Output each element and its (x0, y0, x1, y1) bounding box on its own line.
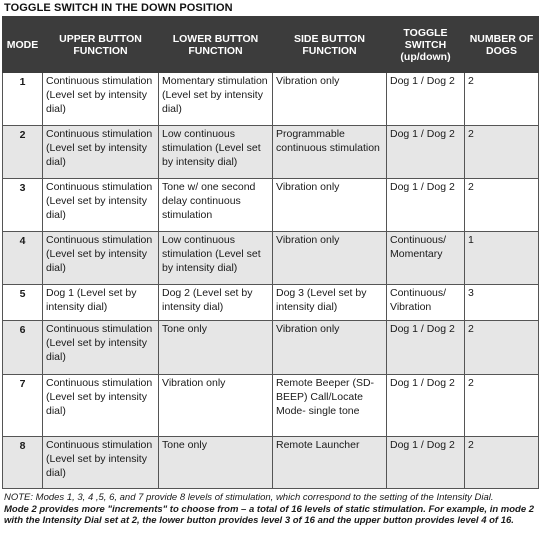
mode-number: 3 (3, 179, 43, 232)
lower-button-cell: Tone w/ one second delay continuous stimulation (159, 179, 273, 232)
mode-number: 7 (3, 375, 43, 437)
side-button-cell: Remote Launcher (273, 437, 387, 489)
mode-number: 6 (3, 321, 43, 375)
table-row (3, 375, 539, 437)
table-row (3, 232, 539, 285)
number-of-dogs-cell: 2 (465, 179, 539, 232)
number-of-dogs-cell: 2 (465, 375, 539, 437)
toggle-switch-cell: Dog 1 / Dog 2 (387, 321, 465, 375)
upper-button-cell: Continuous stimulation (Level set by intensity dial) (43, 179, 159, 232)
upper-button-cell: Continuous stimulation (Level set by intensity dial) (43, 232, 159, 285)
header-mode: MODE (3, 17, 43, 73)
upper-button-cell: Continuous stimulation (Level set by intensity dial) (43, 375, 159, 437)
side-button-cell: Vibration only (273, 73, 387, 126)
lower-button-cell: Low continuous stimulation (Level set by intensity dial) (159, 232, 273, 285)
number-of-dogs-cell: 1 (465, 232, 539, 285)
lower-button-cell: Low continuous stimulation (Level set by intensity dial) (159, 126, 273, 179)
mode-table (2, 16, 539, 489)
mode-number: 5 (3, 285, 43, 321)
mode-number: 1 (3, 73, 43, 126)
table-row (3, 73, 539, 126)
toggle-switch-cell: Continuous/ Momentary (387, 232, 465, 285)
mode-number: 4 (3, 232, 43, 285)
lower-button-cell: Vibration only (159, 375, 273, 437)
footnote-line-1: NOTE: Modes 1, 3, 4 ,5, 6, and 7 provide 8 levels of stimulation, which correspond to the setting of the Intensity Dial. (4, 492, 494, 503)
number-of-dogs-cell: 3 (465, 285, 539, 321)
toggle-switch-cell: Dog 1 / Dog 2 (387, 73, 465, 126)
upper-button-cell: Continuous stimulation (Level set by intensity dial) (43, 73, 159, 126)
header-lower-button: LOWER BUTTON FUNCTION (159, 17, 273, 73)
number-of-dogs-cell: 2 (465, 321, 539, 375)
table-row (3, 285, 539, 321)
header-upper-button: UPPER BUTTON FUNCTION (43, 17, 159, 73)
side-button-cell: Dog 3 (Level set by intensity dial) (273, 285, 387, 321)
header-number-of-dogs: NUMBER OF DOGS (465, 17, 539, 73)
number-of-dogs-cell: 2 (465, 437, 539, 489)
header-side-button: SIDE BUTTON FUNCTION (273, 17, 387, 73)
mode-number: 2 (3, 126, 43, 179)
table-row (3, 126, 539, 179)
footnote (4, 492, 538, 527)
toggle-switch-cell: Dog 1 / Dog 2 (387, 375, 465, 437)
header-row (3, 17, 539, 73)
toggle-switch-cell: Dog 1 / Dog 2 (387, 179, 465, 232)
side-button-cell: Vibration only (273, 232, 387, 285)
number-of-dogs-cell: 2 (465, 126, 539, 179)
upper-button-cell: Continuous stimulation (Level set by intensity dial) (43, 126, 159, 179)
upper-button-cell: Continuous stimulation (Level set by intensity dial) (43, 437, 159, 489)
table-row (3, 437, 539, 489)
mode-number: 8 (3, 437, 43, 489)
upper-button-cell: Dog 1 (Level set by intensity dial) (43, 285, 159, 321)
side-button-cell: Vibration only (273, 179, 387, 232)
toggle-switch-cell: Continuous/ Vibration (387, 285, 465, 321)
side-button-cell: Remote Beeper (SD-BEEP) Call/Locate Mode- single tone (273, 375, 387, 437)
number-of-dogs-cell: 2 (465, 73, 539, 126)
lower-button-cell: Tone only (159, 437, 273, 489)
side-button-cell: Programmable continuous stimulation (273, 126, 387, 179)
upper-button-cell: Continuous stimulation (Level set by intensity dial) (43, 321, 159, 375)
lower-button-cell: Momentary stimulation (Level set by intensity dial) (159, 73, 273, 126)
header-toggle-switch: TOGGLE SWITCH (up/down) (387, 17, 465, 73)
toggle-switch-cell: Dog 1 / Dog 2 (387, 126, 465, 179)
lower-button-cell: Tone only (159, 321, 273, 375)
toggle-switch-cell: Dog 1 / Dog 2 (387, 437, 465, 489)
table-row (3, 321, 539, 375)
side-button-cell: Vibration only (273, 321, 387, 375)
table-row (3, 179, 539, 232)
lower-button-cell: Dog 2 (Level set by intensity dial) (159, 285, 273, 321)
footnote-line-2: Mode 2 provides more "increments" to choose from – a total of 16 levels of static stimulation. For example, in mode 2 with the Intensity Dial set at 2, the lower button provides level 3 of 16 and the upper button provides level 4 of 16. (4, 503, 535, 526)
section-title: TOGGLE SWITCH IN THE DOWN POSITION (4, 2, 233, 14)
